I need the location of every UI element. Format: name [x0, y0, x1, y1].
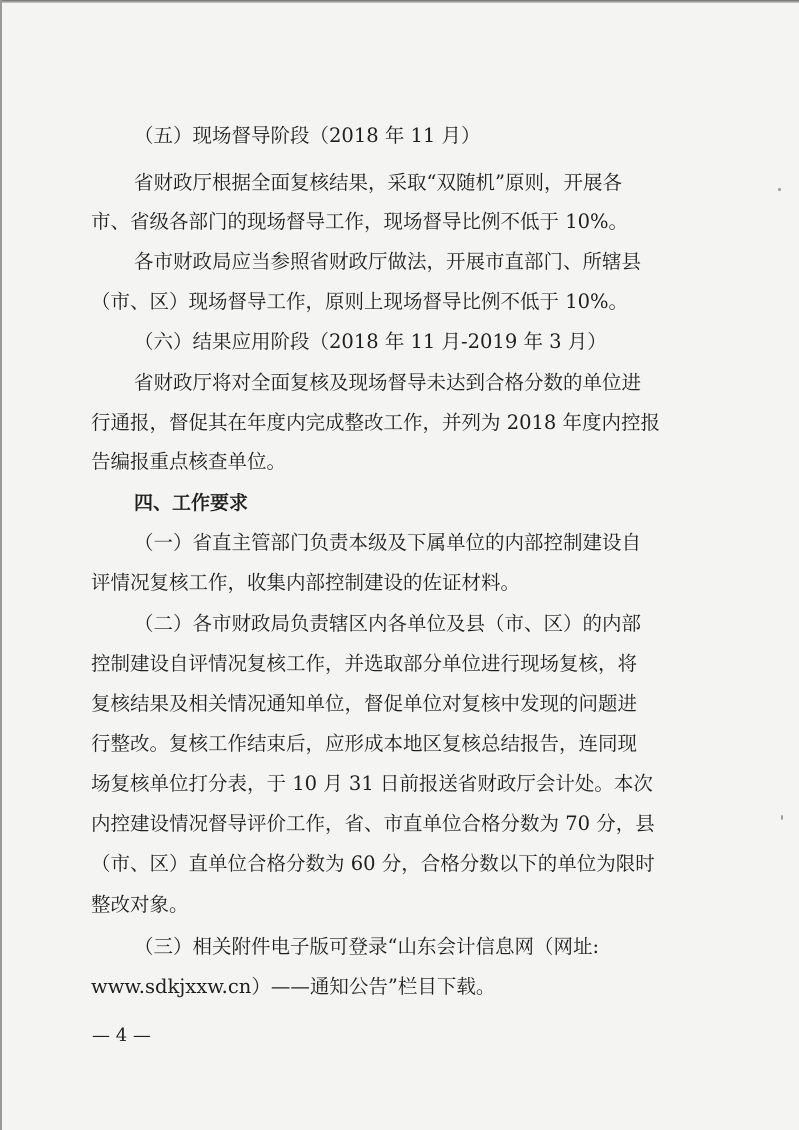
- paragraph-line: 控制建设自评情况复核工作，并选取部分单位进行现场复核，将: [91, 652, 638, 675]
- subheading-phase-five: （五）现场督导阶段（2018 年 11 月）: [134, 124, 481, 147]
- paragraph-line: 市、省级各部门的现场督导工作，现场督导比例不低于 10%。: [91, 210, 629, 233]
- paragraph-line: www.sdkjxxw.cn）——通知公告”栏目下载。: [91, 975, 496, 998]
- paragraph-line: 省财政厅将对全面复核及现场督导未达到合格分数的单位进: [134, 371, 642, 394]
- paragraph-line: 告编报重点核查单位。: [91, 450, 287, 473]
- paragraph-line: （二）各市财政局负责辖区内各单位及县（市、区）的内部: [134, 612, 642, 635]
- paragraph-line: 复核结果及相关情况通知单位，督促单位对复核中发现的问题进: [91, 692, 638, 715]
- scan-edge-left: [0, 0, 2, 1130]
- paragraph-line: （市、区）直单位合格分数为 60 分，合格分数以下的单位为限时: [91, 852, 655, 875]
- paragraph-line: 整改对象。: [91, 893, 189, 916]
- paragraph-line: 内控建设情况督导评价工作，省、市直单位合格分数为 70 分，县: [91, 812, 655, 835]
- paragraph-line: （三）相关附件电子版可登录“山东会计信息网（网址:: [134, 935, 600, 958]
- scan-speck: [781, 815, 783, 820]
- paragraph-line: （一）省直主管部门负责本级及下属单位的内部控制建设自: [134, 531, 642, 554]
- paragraph-line: 省财政厅根据全面复核结果，采取“双随机”原则，开展各: [134, 171, 622, 194]
- paragraph-line: 行通报，督促其在年度内完成整改工作，并列为 2018 年度内控报: [91, 411, 661, 434]
- page-number: — 4 —: [92, 1025, 151, 1046]
- subheading-phase-six: （六）结果应用阶段（2018 年 11 月-2019 年 3 月）: [134, 330, 607, 353]
- paragraph-line: （市、区）现场督导工作，原则上现场督导比例不低于 10%。: [91, 290, 629, 313]
- paragraph-line: 各市财政局应当参照省财政厅做法，开展市直部门、所辖县: [134, 250, 642, 273]
- section-heading-work-requirements: 四、工作要求: [134, 492, 249, 514]
- paragraph-line: 评情况复核工作，收集内部控制建设的佐证材料。: [91, 571, 521, 594]
- paragraph-line: 场复核单位打分表，于 10 月 31 日前报送省财政厅会计处。本次: [91, 772, 653, 795]
- scan-speck: [778, 188, 781, 191]
- paragraph-line: 行整改。复核工作结束后，应形成本地区复核总结报告，连同现: [91, 732, 638, 755]
- scan-edge-top: [0, 0, 799, 3]
